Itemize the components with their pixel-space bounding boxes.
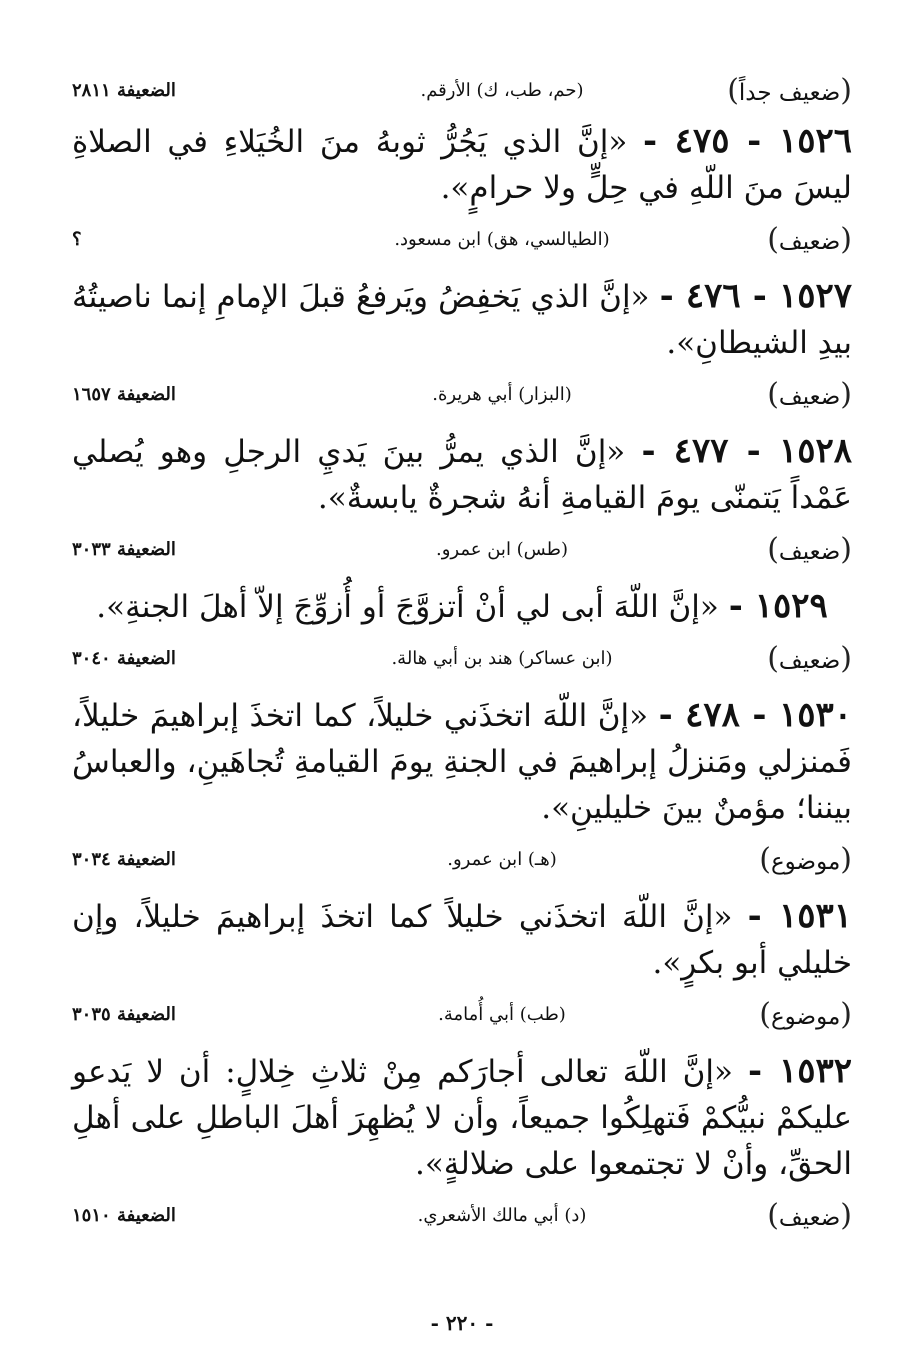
hadith-list xyxy=(72,118,852,1243)
hadith-text-block xyxy=(72,118,852,211)
hadith-text-block xyxy=(72,1048,852,1187)
hadith-text-block xyxy=(72,428,852,521)
meta-row xyxy=(72,366,852,422)
hadith-text-block xyxy=(72,692,852,831)
source-citation: (د) أبي مالك الأشعري. xyxy=(417,1204,587,1226)
reference: الضعيفة ٣٠٣٥ xyxy=(72,1003,176,1025)
hadith-text: «إنَّ الذي يَخفِضُ ويَرفعُ قبلَ الإمامِ إنما ناصيتُهُ بيدِ الشيطانِ». xyxy=(72,279,852,361)
hadith-entry xyxy=(72,428,852,577)
grade-label: (ضعيف) xyxy=(767,376,852,412)
reference: الضعيفة ٣٠٣٤ xyxy=(72,848,176,870)
grade-label: (موضوع) xyxy=(759,841,852,877)
hadith-number: ١٥٢٦ - ٤٧٥ - xyxy=(642,121,852,161)
hadith-entry xyxy=(72,118,852,267)
meta-row xyxy=(72,630,852,686)
source-citation: (هـ) ابن عمرو. xyxy=(447,848,557,870)
grade-label: (موضوع) xyxy=(759,996,852,1032)
grade-label: (ضعيف) xyxy=(767,1197,852,1233)
meta-row xyxy=(72,521,852,577)
page xyxy=(72,62,852,1322)
hadith-entry xyxy=(72,583,852,686)
hadith-text: «إنَّ الذي يمرُّ بينَ يَديِ الرجلِ وهو يُصلي عَمْداً يَتمنّى يومَ القيامةِ أنهُ شجرةٌ يابسةٌ». xyxy=(72,434,852,516)
hadith-number: ١٥٢٧ - ٤٧٦ - xyxy=(659,276,852,316)
meta-row xyxy=(72,1187,852,1243)
hadith-entry xyxy=(72,273,852,422)
reference: الضعيفة ١٥١٠ xyxy=(72,1204,176,1226)
grade-label: (ضعيف) xyxy=(767,221,852,257)
hadith-text: «إنَّ اللّهَ اتخذَني خليلاً كما اتخذَ إبراهيمَ خليلاً، وإن خليلي أبو بكرٍ». xyxy=(72,899,852,981)
grade-label: (ضعيف) xyxy=(767,640,852,676)
hadith-text: «إنَّ اللّهَ اتخذَني خليلاً، كما اتخذَ إبراهيمَ خليلاً، فَمنزلي ومَنزلُ إبراهيمَ في الجنةِ يومَ القيامةِ تُجاهَينِ، والعباسُ بيننا؛ مؤمنٌ بينَ خليلينِ». xyxy=(72,698,852,826)
meta-row xyxy=(72,211,852,267)
top-meta-row xyxy=(72,62,852,118)
hadith-entry xyxy=(72,1048,852,1243)
reference: الضعيفة ٣٠٤٠ xyxy=(72,647,176,669)
hadith-text-block xyxy=(72,583,852,630)
hadith-text-block xyxy=(72,893,852,986)
reference: الضعيفة ١٦٥٧ xyxy=(72,383,176,405)
reference: ؟ xyxy=(72,228,82,250)
page-number: - ٢٢٠ - xyxy=(430,1311,494,1335)
hadith-number: ١٥٣٠ - ٤٧٨ - xyxy=(658,695,853,735)
grade-label: (ضعيف جداً) xyxy=(727,72,852,108)
hadith-number: ١٥٢٨ - ٤٧٧ - xyxy=(641,431,852,471)
hadith-number: ١٥٢٩ - xyxy=(728,586,828,626)
reference: الضعيفة ٣٠٣٣ xyxy=(72,538,176,560)
hadith-number: ١٥٣٢ - xyxy=(747,1051,852,1091)
hadith-entry xyxy=(72,893,852,1042)
hadith-text: «إنَّ اللّهَ أبى لي أنْ أتزوَّجَ أو أُزوِّجَ إلاّ أهلَ الجنةِ». xyxy=(96,589,719,625)
hadith-entry xyxy=(72,692,852,887)
source-citation: (الطيالسي، هق) ابن مسعود. xyxy=(394,228,610,250)
hadith-text: «إنَّ اللّهَ تعالى أجارَكم مِنْ ثلاثِ خِلالٍ: أن لا يَدعو عليكمْ نبيُّكمْ فَتهلِكُوا جميعاً، وأن لا يُظهِرَ أهلَ الباطلِ على أهلِ الحقِّ، وأنْ لا تجتمعوا على ضلالةٍ». xyxy=(72,1054,852,1182)
meta-row xyxy=(72,986,852,1042)
hadith-number: ١٥٣١ - xyxy=(747,896,852,936)
source-citation: (طب) أبي أُمامة. xyxy=(438,1003,566,1025)
source-citation: (حم، طب، ك) الأرقم. xyxy=(420,79,584,101)
reference: الضعيفة ٢٨١١ xyxy=(72,79,176,101)
hadith-text-block xyxy=(72,273,852,366)
source-citation: (طس) ابن عمرو. xyxy=(436,538,568,560)
hadith-text: «إنَّ الذي يَجُرُّ ثوبهُ منَ الخُيَلاءِ في الصلاةِ ليسَ منَ اللّهِ في حِلٍّ ولا حرامٍ». xyxy=(72,124,852,206)
source-citation: (ابن عساكر) هند بن أبي هالة. xyxy=(391,647,613,669)
grade-label: (ضعيف) xyxy=(767,531,852,567)
meta-row xyxy=(72,831,852,887)
source-citation: (البزار) أبي هريرة. xyxy=(432,383,572,405)
